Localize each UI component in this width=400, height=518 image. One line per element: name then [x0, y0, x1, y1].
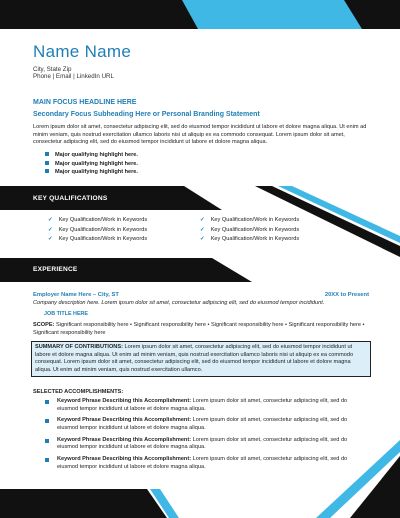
- kq-text: Key Qualification/Work in Keywords: [58, 217, 148, 223]
- checkmark-icon: ✓: [48, 236, 53, 243]
- kq-item: [48, 216, 147, 226]
- main-headline: MAIN FOCUS HEADLINE HERE: [33, 99, 137, 106]
- accomplishment-item: [45, 456, 365, 471]
- kq-text: Key Qualification/Work in Keywords: [58, 236, 148, 243]
- employer-line: [33, 292, 369, 298]
- checkmark-icon: ✓: [48, 226, 53, 233]
- highlight-text: Major qualifying highlight here.: [55, 160, 138, 167]
- square-bullet-icon: [45, 152, 49, 156]
- highlight-item: [45, 168, 138, 177]
- sub-headline: Secondary Focus Subheading Here or Personal Branding Statement: [33, 111, 260, 118]
- kq-text: Key Qualification/Work in Keywords: [58, 226, 148, 233]
- square-bullet-icon: [45, 458, 49, 462]
- kq-item: [200, 226, 299, 236]
- contributions-text: Lorem ipsum dolor sit amet, consectetur adipiscing elit, sed do eiusmod tempor incididunt ut labore et dolore magna aliqua. Ut enim ad minim veniam, quis nostrud exercitation ullamco laboris nisi ut aliquip ex ea commodo consequat. Lorem ipsum dolor sit amet, consectetur adipiscing elit, sed do eiusmod tempor incididunt ut labore et dolore magna aliqua. Ut enim ad minim veniam, quis nostrud exercitation ullamco.: [35, 344, 354, 373]
- scope-block: [33, 322, 371, 337]
- job-title: JOB TITLE HERE: [44, 311, 89, 317]
- highlight-item: [45, 151, 138, 160]
- accomplishment-text: Lorem ipsum dolor sit amet, consectetur adipiscing elit, sed do eiusmod tempor incididunt ut labore et dolore magna aliqua.: [57, 456, 348, 470]
- square-bullet-icon: [45, 439, 49, 443]
- accomplishment-key: Keyword Phrase Describing this Accomplishment:: [57, 436, 192, 443]
- accomplishment-item: [45, 398, 365, 413]
- accomplishment-key: Keyword Phrase Describing this Accomplishment:: [57, 417, 192, 424]
- employer-name: Employer Name Here – City, ST: [33, 292, 119, 298]
- contact-line: Phone | Email | LinkedIn URL: [33, 73, 114, 80]
- checkmark-icon: ✓: [200, 226, 205, 233]
- kq-item: [200, 216, 299, 226]
- kq-text: Key Qualification/Work in Keywords: [210, 236, 300, 243]
- accomplishment-key: Keyword Phrase Describing this Accomplishment:: [57, 398, 192, 404]
- square-bullet-icon: [45, 419, 49, 423]
- kq-section-title: KEY QUALIFICATIONS: [33, 195, 108, 202]
- accomplishment-key: Keyword Phrase Describing this Accomplishment:: [57, 456, 192, 463]
- employment-dates: 20XX to Present: [324, 292, 369, 298]
- highlights-list: [45, 151, 138, 177]
- highlight-text: Major qualifying highlight here.: [55, 152, 138, 158]
- highlight-item: [45, 160, 138, 169]
- bottom-banner-black: [0, 489, 167, 518]
- accomplishment-text: Lorem ipsum dolor sit amet, consectetur adipiscing elit, sed do eiusmod tempor incididunt ut labore et dolore magna aliqua.: [57, 398, 348, 412]
- checkmark-icon: ✓: [200, 236, 205, 243]
- accomplishments-list: [45, 398, 365, 476]
- square-bullet-icon: [45, 169, 49, 173]
- kq-left-column: [48, 216, 147, 245]
- contributions-box: [31, 341, 371, 377]
- accomplishment-text: Lorem ipsum dolor sit amet, consectetur adipiscing elit, sed do eiusmod tempor incididunt ut labore et dolore magna aliqua.: [57, 417, 348, 431]
- kq-text: Key Qualification/Work in Keywords: [210, 217, 300, 223]
- kq-text: Key Qualification/Work in Keywords: [210, 226, 300, 233]
- checkmark-icon: ✓: [200, 217, 205, 223]
- company-description: Company description here. Lorem ipsum dolor sit amet, consectetur adipiscing elit, sed do eiusmod tempor incididunt.: [33, 300, 325, 306]
- candidate-name: Name Name: [33, 42, 132, 61]
- accomplishment-item: [45, 417, 365, 432]
- kq-right-column: [200, 216, 299, 245]
- kq-item: [48, 226, 147, 236]
- kq-item: [48, 235, 147, 245]
- square-bullet-icon: [45, 161, 49, 165]
- scope-text: Significant responsibility here • Significant responsibility here • Significant responsibility here • Significant responsibility here • Significant responsibility here: [33, 322, 365, 336]
- experience-section-title: EXPERIENCE: [33, 266, 78, 273]
- contributions-label: SUMMARY OF CONTRIBUTIONS:: [35, 344, 123, 350]
- accomplishments-title: SELECTED ACCOMPLISHMENTS:: [33, 389, 124, 395]
- square-bullet-icon: [45, 400, 49, 404]
- accomplishment-text: Lorem ipsum dolor sit amet, consectetur adipiscing elit, sed do eiusmod tempor incididunt ut labore et dolore magna aliqua.: [57, 436, 348, 451]
- checkmark-icon: ✓: [48, 217, 53, 223]
- accomplishment-item: [45, 437, 365, 452]
- summary-paragraph: Lorem ipsum dolor sit amet, consectetur adipiscing elit, sed do eiusmod tempor incididunt ut labore et dolore magna aliqua. Ut enim ad minim veniam, quis nostrud exercitation ullamco laboris nisi ut aliquip ex ea commodo consequat. Lorem ipsum dolor sit amet, consectetur adipiscing elit, sed do eiusmod tempor incididunt ut labore et dolore magna aliqua.: [33, 124, 367, 146]
- location-line: City, State Zip: [33, 66, 72, 73]
- kq-item: [200, 235, 299, 245]
- scope-label: SCOPE:: [33, 322, 55, 328]
- highlight-text: Major qualifying highlight here.: [55, 169, 138, 176]
